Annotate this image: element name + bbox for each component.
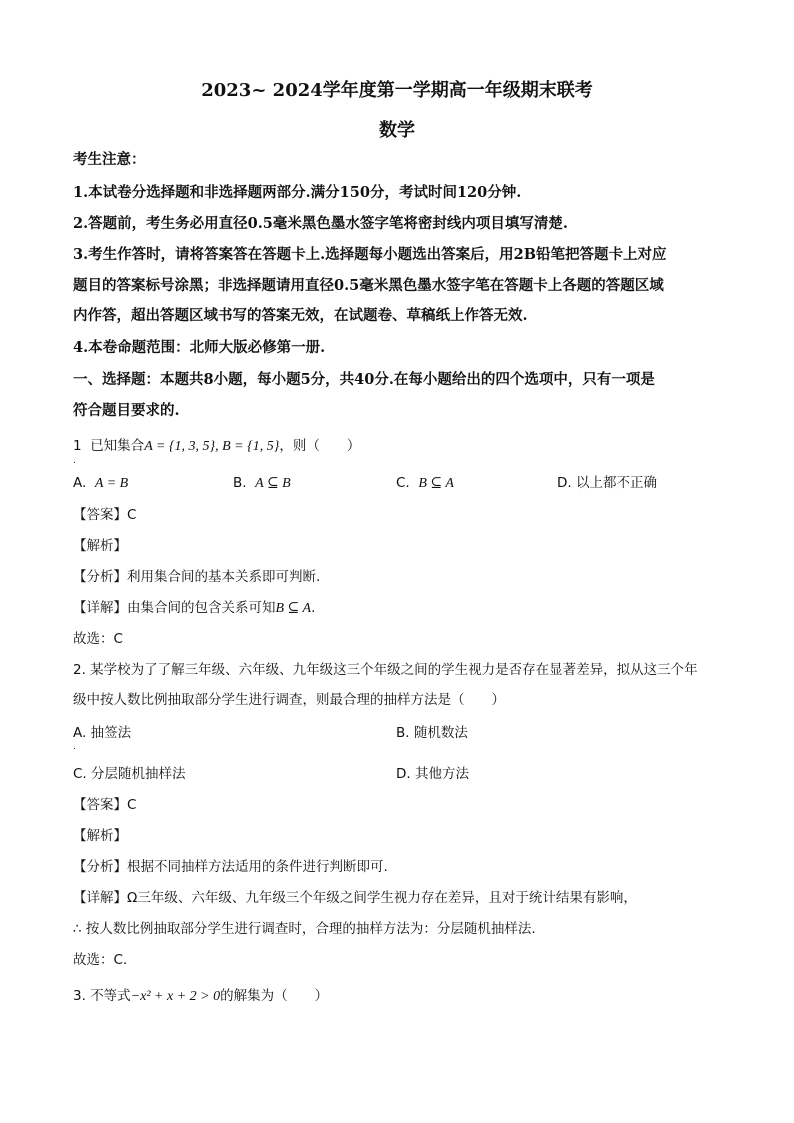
notice-item-1: 1.本试卷分选择题和非选择题两部分.满分150分，考试时间120分钟. (73, 184, 522, 201)
section-heading: 一、选择题：本题共8小题，每小题5分，共40分.在每小题给出的四个选项中，只有一项是 (73, 371, 655, 388)
notice-item-4: 4.本卷命题范围：北师大版必修第一册. (73, 339, 326, 356)
answer-value: C (127, 797, 137, 813)
therefore-symbol: ∴ (73, 921, 82, 937)
notice-item-3-cont: 题目的答案标号涂黑；非选择题请用直径0.5毫米黑色墨水签字笔在答题卡上各题的答题区域 (73, 277, 664, 294)
answer-value: C (127, 507, 137, 523)
q1-fenxi: 【分析】利用集合间的基本关系即可判断. (73, 569, 321, 585)
q2-stem-line1: 2. 某学校为了了解三年级、六年级、九年级这三个年级之间的学生视力是否存在显著差异，拟从这三个年 (73, 662, 698, 678)
q3-math: −x² + x + 2 > 0 (130, 989, 221, 1004)
q1-stem-text: 已知集合 (90, 438, 145, 454)
q1-xiangjie: 【详解】由集合间的包含关系可知B ⊆ A. (73, 600, 316, 616)
q2-dot: . (73, 742, 76, 752)
notice-heading: 考生注意： (73, 151, 146, 168)
q3-number: 3. (73, 988, 86, 1004)
q1-analysis-tag: 【解析】 (73, 538, 127, 554)
q1-stem-end: ，则（ ） (279, 438, 361, 454)
q1-answer (73, 505, 136, 525)
q1-dot: . (73, 456, 76, 466)
q2-option-a: A. 抽签法 (73, 725, 132, 741)
q1-option-c: C. B ⊆ A (396, 475, 454, 491)
q2-option-b: B. 随机数法 (396, 725, 468, 741)
section-heading-cont: 符合题目要求的. (73, 402, 180, 419)
subject-title: 数学 (379, 120, 415, 141)
q1-option-d: D. 以上都不正确 (557, 475, 657, 491)
q2-option-c: C. 分层随机抽样法 (73, 766, 186, 782)
notice-item-2: 2.答题前，考生务必用直径0.5毫米黑色墨水签字笔将密封线内项目填写清楚. (73, 215, 568, 232)
q1-number: 1 (73, 438, 82, 454)
q1-option-a: A. A = B (73, 475, 129, 491)
answer-tag: 【答案】 (73, 797, 127, 813)
q2-final: 故选：C. (73, 952, 128, 968)
q2-fenxi: 【分析】根据不同抽样方法适用的条件进行判断即可. (73, 859, 388, 875)
notice-item-3-cont2: 内作答，超出答题区域书写的答案无效，在试题卷、草稿纸上作答无效. (73, 307, 528, 324)
answer-tag: 【答案】 (73, 507, 127, 523)
q2-analysis-tag: 【解析】 (73, 828, 127, 844)
because-symbol: Ω (127, 890, 138, 906)
q1-stem (73, 436, 360, 457)
q2-conclusion: ∴ 按人数比例抽取部分学生进行调查时，合理的抽样方法为：分层随机抽样法. (73, 921, 536, 937)
q2-option-d: D. 其他方法 (396, 766, 469, 782)
q2-stem-line2: 级中按人数比例抽取部分学生进行调查，则最合理的抽样方法是（ ） (73, 692, 505, 708)
q1-final: 故选：C (73, 631, 123, 647)
q1-math: A = {1, 3, 5}, B = {1, 5} (144, 439, 280, 454)
notice-item-3: 3.考生作答时，请将答案答在答题卡上.选择题每小题选出答案后，用2B铅笔把答题卡上对应 (73, 246, 667, 263)
exam-title: 2023~ 2024学年度第一学期高一年级期末联考 (201, 80, 593, 101)
q2-xiangjie: 【详解】Ω三年级、六年级、九年级三个年级之间学生视力存在差异，且对于统计结果有影响， (73, 890, 637, 906)
q2-answer (73, 795, 136, 815)
q3-stem: 3. 不等式−x² + x + 2 > 0的解集为（ ） (73, 988, 329, 1004)
q1-option-b: B. A ⊆ B (233, 475, 291, 491)
